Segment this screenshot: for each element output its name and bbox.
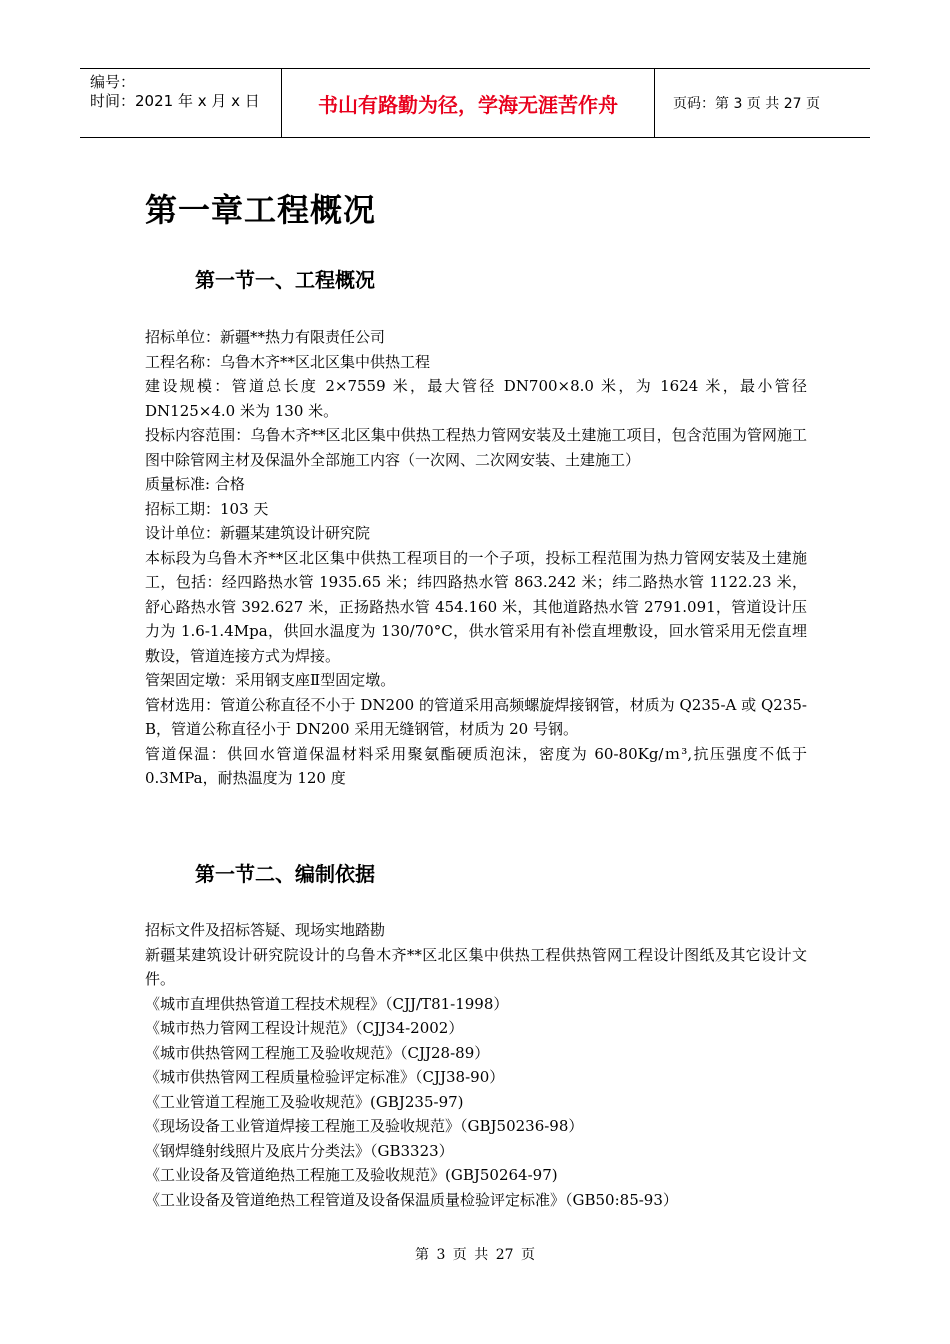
paragraph: 管材选用：管道公称直径不小于 DN200 的管道采用高频螺旋焊接钢管，材质为 Q235-A 或 Q235-B，管道公称直径小于 DN200 采用无缝钢管，材质为 20 号钢。 [145,695,807,738]
section-title-basis: 第一节二、编制依据 [195,862,375,886]
paragraph: 工程名称：乌鲁木齐**区北区集中供热工程 [145,352,431,371]
paragraph: 管道保温：供回水管道保温材料采用聚氨酯硬质泡沫，密度为 60-80Kg/ｍ³,抗压强度不低于 0.3MPa，耐热温度为 120 度 [145,744,807,787]
paragraph: 《工业管道工程施工及验收规范》(GBJ235-97) [145,1092,464,1111]
paragraph: 《钢焊缝射线照片及底片分类法》（GB3323） [145,1141,454,1160]
doc-date-label: 时间：2021 年 x 月 x 日 [90,92,260,110]
paragraph: 招标工期：103 天 [145,499,269,518]
paragraph: 《工业设备及管道绝热工程施工及验收规范》(GBJ50264-97) [145,1166,558,1184]
header-info-cell [80,69,280,137]
page-header [80,68,870,138]
page-footer: 第 3 页 共 27 页 [415,1247,535,1263]
section-body-overview [145,325,807,791]
paragraph: 《现场设备工业管道焊接工程施工及验收规范》（GBJ50236-98） [145,1117,584,1135]
paragraph: 《城市直埋供热管道工程技术规程》（CJJ/T81-1998） [145,994,509,1013]
paragraph: 《城市热力管网工程设计规范》（CJJ34-2002） [145,1019,464,1037]
paragraph: 建设规模：管道总长度 2×7559 米，最大管径 DN700×8.0 米，为 1624 米，最小管径 DN125×4.0 米为 130 米。 [145,377,807,420]
paragraph: 设计单位：新疆某建筑设计研究院 [145,524,371,542]
section-body-basis [145,918,807,1212]
section-title-overview: 第一节一、工程概况 [195,268,375,292]
paragraph: 《城市供热管网工程施工及验收规范》（CJJ28-89） [145,1043,490,1062]
paragraph: 本标段为乌鲁木齐**区北区集中供热工程项目的一个子项，投标工程范围为热力管网安装及土建施工，包括：经四路热水管 1935.65 米；纬四路热水管 863.242 米；纬二路热水管 1122.23 米，舒心路热水管 392.627 米，正扬路热水管 454.160 米，其他道路热水管 2791.091，管道设计压力为 1.6-1.4Mpa，供回水温度为 130/70°C，供水管采用有补偿直埋敷设，回水管采用无偿直埋敷设，管道连接方式为焊接。 [145,548,807,665]
doc-number-label: 编号： [90,73,136,91]
paragraph: 招标单位：新疆**热力有限责任公司 [145,328,386,346]
paragraph: 《城市供热管网工程质量检验评定标准》（CJJ38-90） [145,1068,505,1086]
paragraph: 质量标准: 合格 [145,475,245,493]
header-motto: 书山有路勤为径，学海无涯苦作舟 [281,69,655,137]
header-page-info [663,69,870,137]
paragraph: 新疆某建筑设计研究院设计的乌鲁木齐**区北区集中供热工程供热管网工程设计图纸及其它设计文件。 [145,945,807,988]
chapter-title: 第一章工程概况 [145,191,377,229]
paragraph: 招标文件及招标答疑、现场实地踏勘 [145,921,386,939]
page-info-text: 页码：第 3 页 共 27 页 [673,96,820,112]
paragraph: 《工业设备及管道绝热工程管道及设备保温质量检验评定标准》（GB50:85-93） [145,1190,678,1209]
paragraph: 投标内容范围：乌鲁木齐**区北区集中供热工程热力管网安装及土建施工项目，包含范围为管网施工图中除管网主材及保温外全部施工内容（一次网、二次网安装、土建施工） [145,426,807,469]
paragraph: 管架固定墩：采用钢支座Ⅱ型固定墩。 [145,671,396,689]
